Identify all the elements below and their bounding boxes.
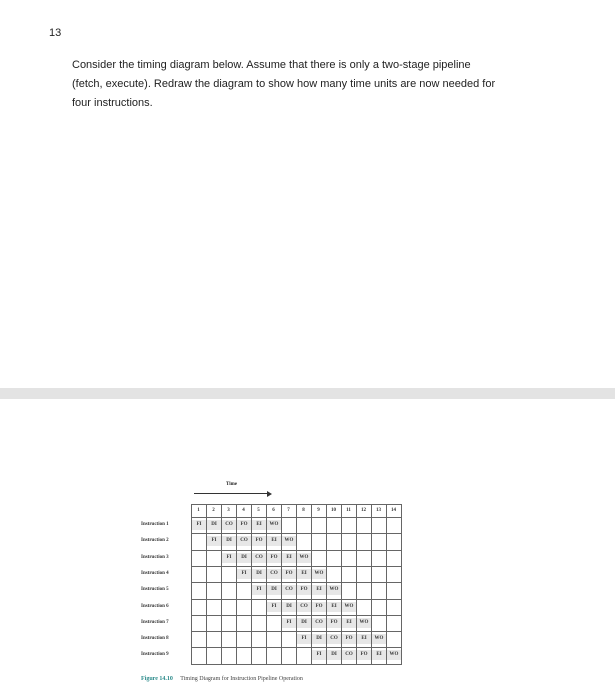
pipeline-stage-cell: DI: [267, 585, 281, 595]
pipeline-stage-cell: DI: [237, 553, 251, 563]
time-unit-label: 2: [212, 508, 215, 513]
instruction-label: Instruction 5: [141, 587, 169, 593]
pipeline-stage-cell: WO: [387, 650, 401, 660]
time-unit-label: 13: [376, 508, 381, 513]
figure-caption-text: Timing Diagram for Instruction Pipeline Operation: [180, 676, 303, 682]
pipeline-stage-cell: EI: [327, 602, 341, 612]
time-axis-label: Time: [226, 482, 238, 487]
pipeline-stage-cell: FO: [327, 618, 341, 628]
pipeline-stage-cell: EI: [252, 520, 266, 530]
pipeline-stage-cell: FO: [252, 536, 266, 546]
pipeline-stage-cell: CO: [237, 536, 251, 546]
pipeline-stage-cell: WO: [372, 634, 386, 644]
time-unit-label: 5: [257, 508, 260, 513]
pipeline-stage-cell: CO: [282, 585, 296, 595]
pipeline-stage-cell: CO: [312, 618, 326, 628]
pipeline-stage-cell: CO: [297, 602, 311, 612]
time-unit-label: 3: [227, 508, 230, 513]
pipeline-stage-cell: DI: [297, 618, 311, 628]
grid-line: [386, 504, 387, 665]
pipeline-stage-cell: FO: [267, 553, 281, 563]
pipeline-stage-cell: CO: [267, 569, 281, 579]
pipeline-stage-cell: WO: [357, 618, 371, 628]
figure-id: Figure 14.10: [141, 676, 173, 682]
pipeline-stage-cell: FO: [342, 634, 356, 644]
pipeline-stage-cell: FI: [192, 520, 206, 530]
instruction-label: Instruction 2: [141, 538, 169, 544]
instruction-label: Instruction 3: [141, 554, 169, 560]
time-arrow: [194, 493, 268, 494]
pipeline-stage-cell: FO: [297, 585, 311, 595]
grid-line: [401, 504, 402, 665]
pipeline-stage-cell: WO: [282, 536, 296, 546]
pipeline-stage-cell: DI: [327, 650, 341, 660]
time-unit-label: 14: [391, 508, 396, 513]
pipeline-stage-cell: WO: [267, 520, 281, 530]
time-unit-label: 4: [242, 508, 245, 513]
pipeline-stage-cell: CO: [222, 520, 236, 530]
instruction-label: Instruction 9: [141, 652, 169, 658]
time-unit-label: 8: [302, 508, 305, 513]
pipeline-stage-cell: FI: [207, 536, 221, 546]
pipeline-stage-cell: FI: [252, 585, 266, 595]
pipeline-stage-cell: FO: [237, 520, 251, 530]
question-text: [72, 56, 552, 113]
timing-diagram-figure: [140, 483, 440, 683]
pipeline-stage-cell: DI: [222, 536, 236, 546]
pipeline-stage-cell: FI: [312, 650, 326, 660]
instruction-label: Instruction 1: [141, 522, 169, 527]
instruction-label: Instruction 4: [141, 570, 169, 576]
pipeline-stage-cell: FI: [267, 602, 281, 612]
instruction-label: Instruction 7: [141, 619, 169, 625]
pipeline-stage-cell: CO: [327, 634, 341, 644]
pipeline-stage-cell: DI: [252, 569, 266, 579]
pipeline-stage-cell: WO: [342, 602, 356, 612]
pipeline-stage-cell: FI: [297, 634, 311, 644]
time-unit-label: 10: [331, 508, 336, 513]
pipeline-stage-cell: FO: [312, 602, 326, 612]
question-line: four instructions.: [72, 97, 153, 109]
pipeline-stage-cell: DI: [312, 634, 326, 644]
question-line: (fetch, execute). Redraw the diagram to show how many time units are now needed for: [72, 78, 496, 90]
question-line: Consider the timing diagram below. Assume that there is only a two-stage pipeline: [72, 59, 471, 71]
pipeline-stage-cell: FI: [237, 569, 251, 579]
pipeline-stage-cell: FI: [282, 618, 296, 628]
pipeline-stage-cell: EI: [357, 634, 371, 644]
time-unit-label: 7: [287, 508, 290, 513]
instruction-label: Instruction 8: [141, 636, 169, 642]
pipeline-stage-cell: EI: [297, 569, 311, 579]
time-unit-label: 11: [346, 508, 351, 513]
time-unit-label: 12: [361, 508, 366, 513]
pipeline-stage-cell: CO: [342, 650, 356, 660]
pipeline-stage-cell: EI: [342, 618, 356, 628]
time-unit-label: 6: [272, 508, 275, 513]
figure-caption: [141, 676, 303, 682]
pipeline-stage-cell: CO: [252, 553, 266, 563]
question-number: 13: [49, 27, 62, 39]
time-unit-label: 9: [317, 508, 320, 513]
pipeline-stage-cell: FI: [222, 553, 236, 563]
pipeline-stage-cell: DI: [207, 520, 221, 530]
pipeline-stage-cell: WO: [297, 553, 311, 563]
pipeline-stage-cell: FO: [357, 650, 371, 660]
page-divider: [0, 388, 615, 399]
pipeline-stage-cell: DI: [282, 602, 296, 612]
pipeline-stage-cell: EI: [282, 553, 296, 563]
pipeline-stage-cell: WO: [312, 569, 326, 579]
time-unit-label: 1: [197, 508, 200, 513]
pipeline-stage-cell: EI: [372, 650, 386, 660]
instruction-label: Instruction 6: [141, 603, 169, 609]
pipeline-stage-cell: EI: [312, 585, 326, 595]
pipeline-stage-cell: FO: [282, 569, 296, 579]
pipeline-stage-cell: EI: [267, 536, 281, 546]
pipeline-stage-cell: WO: [327, 585, 341, 595]
